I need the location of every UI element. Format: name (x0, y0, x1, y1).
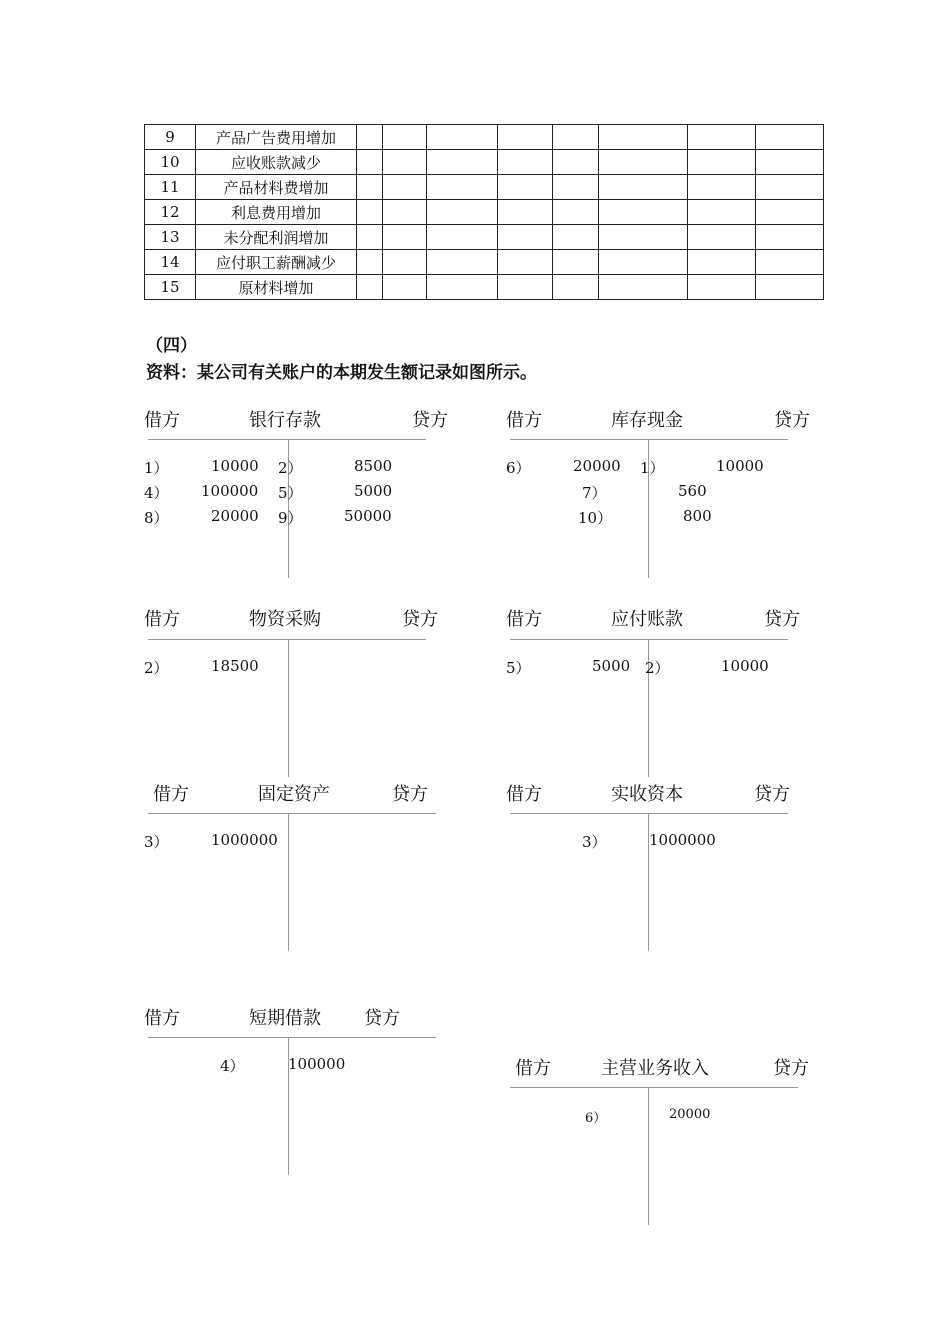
blank-cell (688, 175, 756, 200)
debit-label: 借方 (506, 410, 542, 431)
blank-cell (688, 275, 756, 300)
entry-value: 10000 (716, 457, 764, 475)
item-cell: 未分配利润增加 (196, 225, 357, 250)
credit-label: 贷方 (764, 609, 800, 630)
blank-cell (383, 150, 427, 175)
entry-ref: 5） (278, 484, 303, 502)
blank-cell (688, 225, 756, 250)
account-name: 物资采购 (249, 609, 321, 630)
entry-value: 50000 (344, 507, 392, 525)
blank-cell (498, 275, 553, 300)
row-number-cell: 10 (145, 150, 196, 175)
debit-label: 借方 (506, 784, 542, 805)
entry-ref: 4） (144, 484, 169, 502)
item-cell: 应收账款减少 (196, 150, 357, 175)
debit-label: 借方 (506, 609, 542, 630)
blank-cell (427, 125, 498, 150)
entry-ref: 7） (582, 484, 607, 502)
blank-cell (498, 150, 553, 175)
t-account-hline (148, 813, 436, 814)
blank-cell (688, 250, 756, 275)
table-row (145, 250, 824, 275)
blank-cell (357, 200, 383, 225)
t-account-vline (648, 1087, 649, 1225)
entry-value: 8500 (354, 457, 393, 475)
blank-cell (357, 150, 383, 175)
entry-ref: 3） (144, 833, 169, 851)
table-row (145, 200, 824, 225)
blank-cell (688, 200, 756, 225)
t-account-hline (148, 439, 426, 440)
blank-cell (357, 250, 383, 275)
blank-cell (498, 125, 553, 150)
entry-value: 20000 (211, 507, 259, 525)
blank-cell (599, 125, 688, 150)
account-name: 短期借款 (249, 1008, 321, 1029)
blank-cell (688, 150, 756, 175)
row-number-cell: 13 (145, 225, 196, 250)
blank-cell (688, 125, 756, 150)
blank-cell (553, 175, 599, 200)
credit-label: 贷方 (402, 609, 438, 630)
account-name: 主营业务收入 (601, 1058, 709, 1079)
entry-value: 800 (683, 507, 712, 525)
entry-ref: 6） (506, 459, 531, 477)
entry-ref: 6） (585, 1111, 607, 1126)
t-account-vline (288, 813, 289, 951)
entry-value: 10000 (211, 457, 259, 475)
blank-cell (357, 225, 383, 250)
blank-cell (599, 275, 688, 300)
blank-cell (756, 275, 824, 300)
debit-label: 借方 (144, 410, 180, 431)
blank-cell (599, 175, 688, 200)
account-name: 银行存款 (249, 410, 321, 431)
blank-cell (599, 250, 688, 275)
blank-cell (756, 175, 824, 200)
entry-ref: 2） (144, 659, 169, 677)
entry-value: 10000 (721, 657, 769, 675)
blank-cell (383, 250, 427, 275)
blank-cell (357, 275, 383, 300)
entry-ref: 2） (645, 659, 670, 677)
blank-cell (553, 225, 599, 250)
blank-cell (553, 150, 599, 175)
blank-cell (498, 250, 553, 275)
entry-value: 100000 (201, 482, 259, 500)
entry-value: 5000 (354, 482, 393, 500)
blank-cell (498, 200, 553, 225)
entry-value: 1000000 (211, 831, 278, 849)
row-number-cell: 14 (145, 250, 196, 275)
entry-value: 100000 (288, 1055, 346, 1073)
blank-cell (553, 200, 599, 225)
entry-ref: 8） (144, 509, 169, 527)
credit-label: 贷方 (364, 1008, 400, 1029)
blank-cell (383, 175, 427, 200)
t-account-hline (510, 439, 788, 440)
table-row (145, 125, 824, 150)
credit-label: 贷方 (754, 784, 790, 805)
t-account-hline (148, 639, 426, 640)
entry-ref: 5） (506, 659, 531, 677)
blank-cell (599, 200, 688, 225)
t-account-vline (288, 639, 289, 777)
credit-label: 贷方 (774, 410, 810, 431)
table-row (145, 275, 824, 300)
item-cell: 原材料增加 (196, 275, 357, 300)
table-row (145, 225, 824, 250)
entry-value: 18500 (211, 657, 259, 675)
debit-label: 借方 (144, 1008, 180, 1029)
item-cell: 产品广告费用增加 (196, 125, 357, 150)
debit-label: 借方 (153, 784, 189, 805)
entry-value: 1000000 (649, 831, 716, 849)
blank-cell (383, 200, 427, 225)
item-cell: 应付职工薪酬减少 (196, 250, 357, 275)
table-row (145, 175, 824, 200)
blank-cell (383, 125, 427, 150)
t-account-hline (510, 813, 788, 814)
t-account-hline (148, 1037, 436, 1038)
credit-label: 贷方 (392, 784, 428, 805)
debit-label: 借方 (515, 1058, 551, 1079)
blank-cell (357, 125, 383, 150)
blank-cell (498, 175, 553, 200)
blank-cell (427, 200, 498, 225)
row-number-cell: 15 (145, 275, 196, 300)
t-account-hline (510, 1087, 798, 1088)
debit-label: 借方 (144, 609, 180, 630)
blank-cell (427, 150, 498, 175)
blank-cell (383, 275, 427, 300)
entry-value: 20000 (573, 457, 621, 475)
entry-ref: 1） (640, 459, 665, 477)
entry-ref: 3） (582, 833, 607, 851)
entry-ref: 1） (144, 459, 169, 477)
blank-cell (498, 225, 553, 250)
row-number-cell: 12 (145, 200, 196, 225)
account-name: 固定资产 (258, 784, 330, 805)
blank-cell (383, 225, 427, 250)
credit-label: 贷方 (773, 1058, 809, 1079)
blank-cell (553, 275, 599, 300)
table-row (145, 150, 824, 175)
blank-cell (553, 125, 599, 150)
entry-value: 20000 (669, 1107, 711, 1122)
entry-value: 5000 (592, 657, 631, 675)
blank-cell (553, 250, 599, 275)
blank-cell (427, 175, 498, 200)
blank-cell (756, 150, 824, 175)
entry-ref: 9） (278, 509, 303, 527)
entry-ref: 2） (278, 459, 303, 477)
blank-cell (756, 125, 824, 150)
blank-cell (599, 150, 688, 175)
blank-cell (756, 250, 824, 275)
blank-cell (427, 225, 498, 250)
item-cell: 产品材料费增加 (196, 175, 357, 200)
blank-cell (357, 175, 383, 200)
row-number-cell: 9 (145, 125, 196, 150)
section-heading: （四） (146, 336, 197, 356)
transaction-table (144, 124, 824, 300)
section-description: 资料：某公司有关账户的本期发生额记录如图所示。 (146, 363, 537, 383)
blank-cell (756, 200, 824, 225)
credit-label: 贷方 (412, 410, 448, 431)
item-cell: 利息费用增加 (196, 200, 357, 225)
entry-ref: 4） (220, 1057, 245, 1075)
blank-cell (599, 225, 688, 250)
account-name: 库存现金 (611, 410, 683, 431)
account-name: 应付账款 (611, 609, 683, 630)
account-name: 实收资本 (611, 784, 683, 805)
t-account-hline (510, 639, 788, 640)
blank-cell (756, 225, 824, 250)
row-number-cell: 11 (145, 175, 196, 200)
blank-cell (427, 275, 498, 300)
blank-cell (427, 250, 498, 275)
entry-value: 560 (678, 482, 707, 500)
entry-ref: 10） (578, 509, 613, 527)
